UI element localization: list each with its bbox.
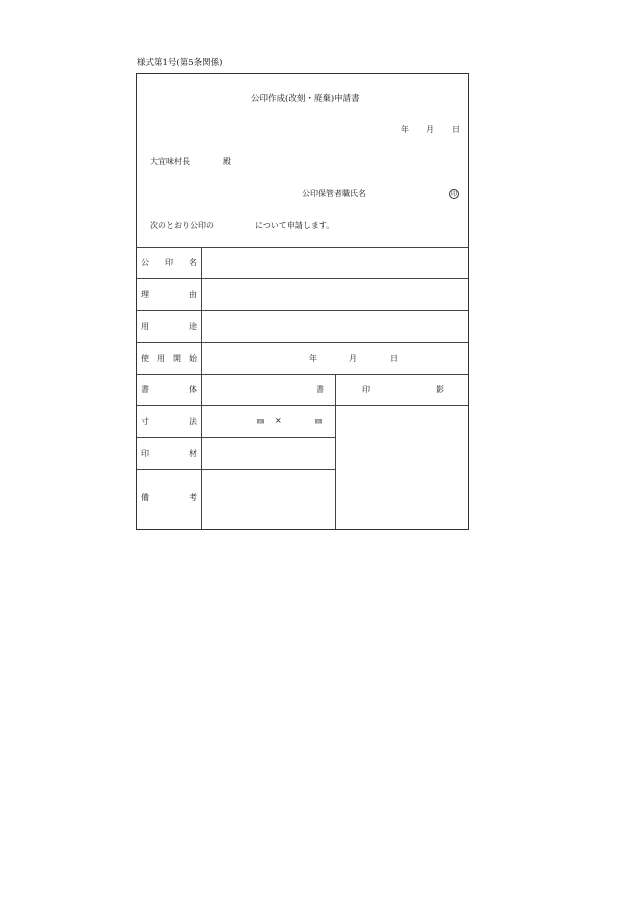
addressee: 大宜味村長 <box>150 157 190 166</box>
form-number-caption: 様式第1号(第5条関係) <box>137 58 223 68</box>
row-label-font: 書 体 <box>141 385 197 394</box>
row-label-remarks: 備 考 <box>141 493 197 502</box>
row-label-seal-name: 公 印 名 <box>141 258 197 267</box>
request-text-after: について申請します。 <box>255 221 335 230</box>
applicant-label: 公印保管者職氏名 <box>302 189 366 198</box>
start-year-label: 年 <box>309 354 317 363</box>
form-title: 公印作成(改刻・廃棄)申請書 <box>251 94 360 104</box>
row-label-size: 寸 法 <box>141 417 197 426</box>
date-year-label: 年 <box>401 125 409 134</box>
size-unit-mm-2: ㎜ <box>315 417 322 425</box>
start-month-label: 月 <box>349 354 357 363</box>
start-day-label: 日 <box>390 354 398 363</box>
imprint-label-2: 影 <box>436 385 444 394</box>
size-unit-mm-1: ㎜ <box>257 417 264 425</box>
seal-mark-icon: 印 <box>450 191 457 198</box>
font-value-label: 書 <box>316 385 324 394</box>
request-text-before: 次のとおり公印の <box>150 221 214 230</box>
date-day-label: 日 <box>452 125 460 134</box>
row-label-usage: 用 途 <box>141 322 197 331</box>
honorific: 殿 <box>223 157 231 166</box>
application-form <box>136 73 469 530</box>
imprint-label-1: 印 <box>362 385 370 394</box>
date-month-label: 月 <box>426 125 434 134</box>
size-times-sign: × <box>275 416 282 425</box>
row-label-reason: 理 由 <box>141 290 197 299</box>
row-label-start-date: 使 用 開 始 <box>141 354 197 363</box>
row-label-material: 印 材 <box>141 449 197 458</box>
